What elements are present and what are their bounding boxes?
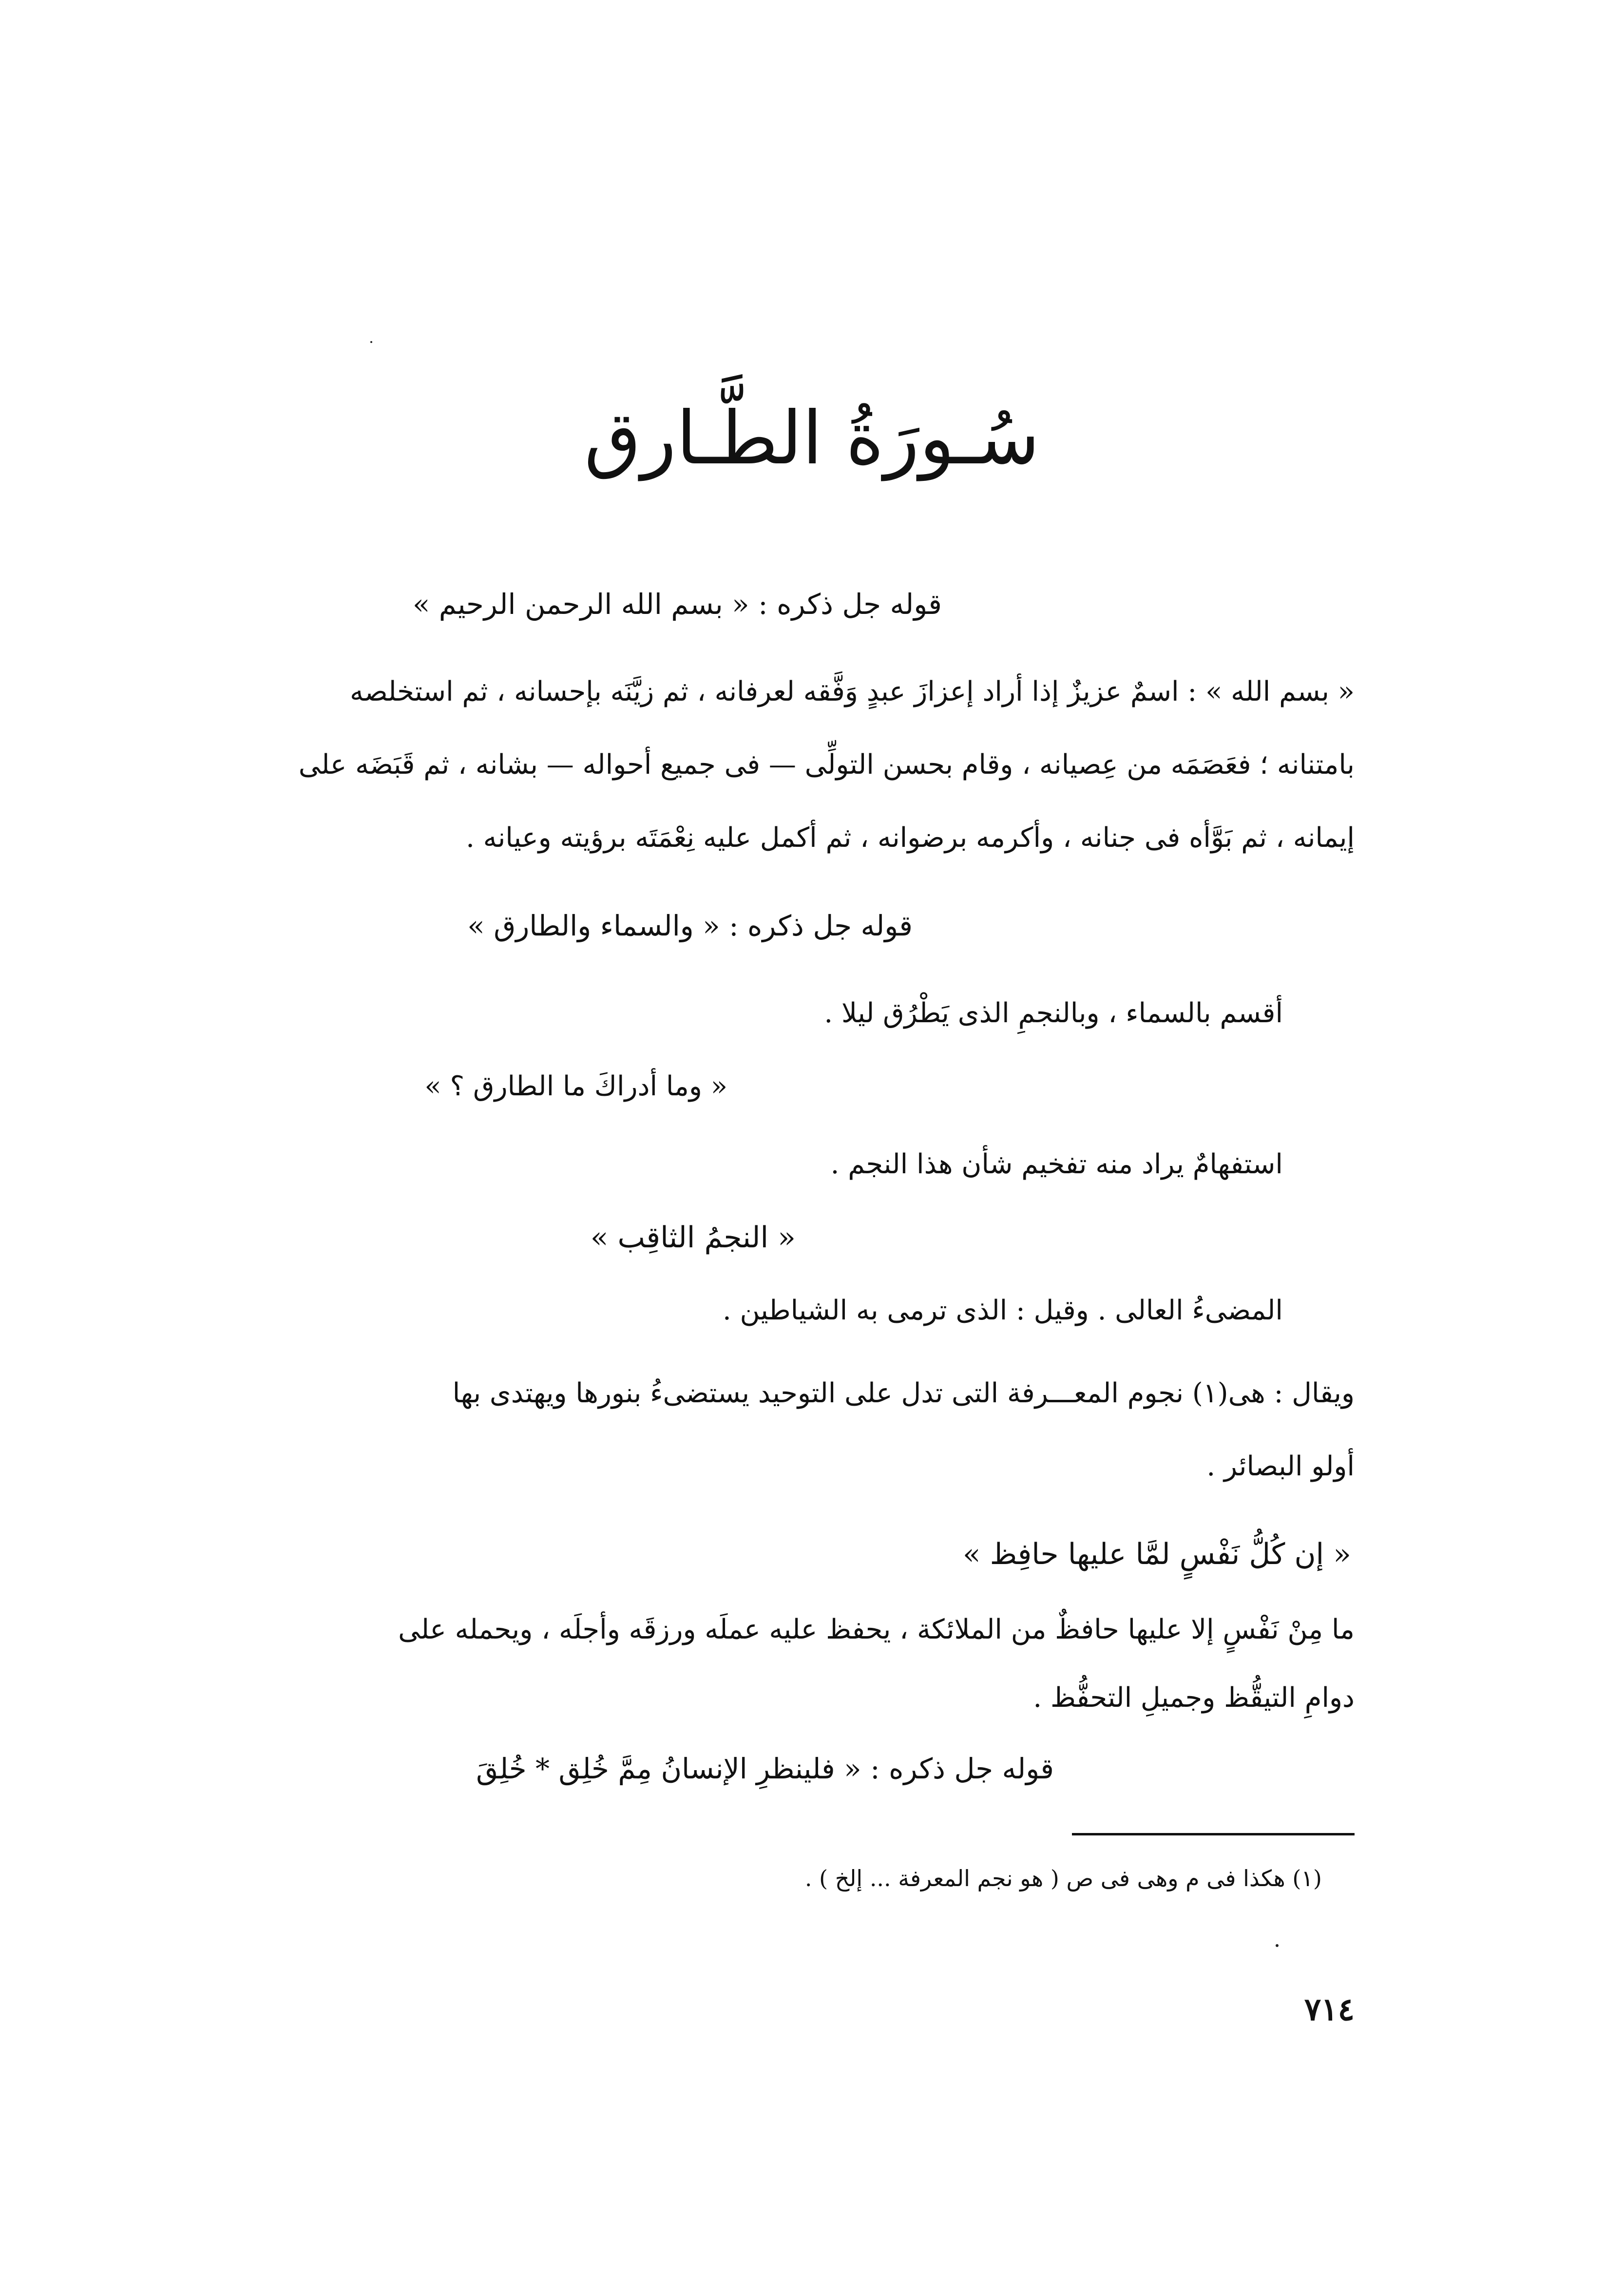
- verse-kull-nafs: « إن كُلُّ نَفْسٍ لمَّا عليها حافِظ »: [962, 1537, 1351, 1571]
- paragraph-line: أولو البصائر .: [1206, 1451, 1355, 1482]
- paragraph-kull-nafs: [273, 1596, 1355, 1732]
- paragraph-line: ما مِنْ نَفْسٍ إلا عليها حافظٌ من الملائكة ، يحفظ عليه عملَه ورزقَه وأجلَه ، ويحمله على: [398, 1614, 1355, 1645]
- heading-yanzur: قوله جل ذكره : « فلينظرِ الإنسانُ مِمَّ خُلِق * خُلِقَ: [476, 1752, 1054, 1785]
- verse-adraka: « وما أدراكَ ما الطارق ؟ »: [424, 1070, 727, 1102]
- paragraph-line: بامتنانه ؛ فعَصَمَه من عِصيانه ، وقام بحسن التولِّى — فى جميع أحواله — بشانه ، ثم قَبَضَه على: [298, 749, 1355, 781]
- page-number: ٧١٤: [1304, 1991, 1355, 2028]
- ink-speck: [370, 341, 372, 343]
- heading-basmala: قوله جل ذكره : « بسم الله الرحمن الرحيم »: [412, 588, 942, 621]
- paragraph-yuqal: [273, 1357, 1355, 1503]
- paragraph-adraka: استفهامٌ يراد منه تفخيم شأن هذا النجم .: [830, 1148, 1283, 1180]
- surah-title: سُـورَةُ الطَّـارق: [584, 396, 1040, 481]
- verse-najm: « النجمُ الثاقِب »: [590, 1221, 796, 1255]
- ink-speck: [1276, 1944, 1279, 1947]
- footnote: (١) هكذا فى م وهى فى ص ( هو نجم المعرفة ... إلخ ) .: [804, 1865, 1322, 1891]
- paragraph-line: ويقال : هى(١) نجوم المعـــرفة التى تدل على التوحيد يستضىءُ بنورها ويهتدى بها: [452, 1377, 1355, 1409]
- paragraph-basmala: [273, 655, 1355, 875]
- paragraph-line: « بسم الله » : اسمٌ عزيزٌ إذا أراد إعزازَ عبدٍ وَفَّقه لعرفانه ، ثم زيَّنَه بإحسانه ، ثم استخلصه: [349, 676, 1355, 707]
- heading-sama: قوله جل ذكره : « والسماء والطارق »: [467, 909, 913, 942]
- paragraph-line: دوامِ التيقُّظ وجميلِ التحفُّظ .: [1033, 1682, 1355, 1714]
- footnote-divider: [1072, 1833, 1355, 1835]
- paragraph-najm: المضىءُ العالى . وقيل : الذى ترمى به الشياطين .: [722, 1295, 1283, 1326]
- paragraph-sama: أقسم بالسماء ، وبالنجمِ الذى يَطْرُق ليلا .: [824, 997, 1283, 1029]
- paragraph-line: إيمانه ، ثم بَوَّأه فى جنانه ، وأكرمه برضوانه ، ثم أكمل عليه نِعْمَتَه برؤيته وعيانه .: [466, 822, 1355, 854]
